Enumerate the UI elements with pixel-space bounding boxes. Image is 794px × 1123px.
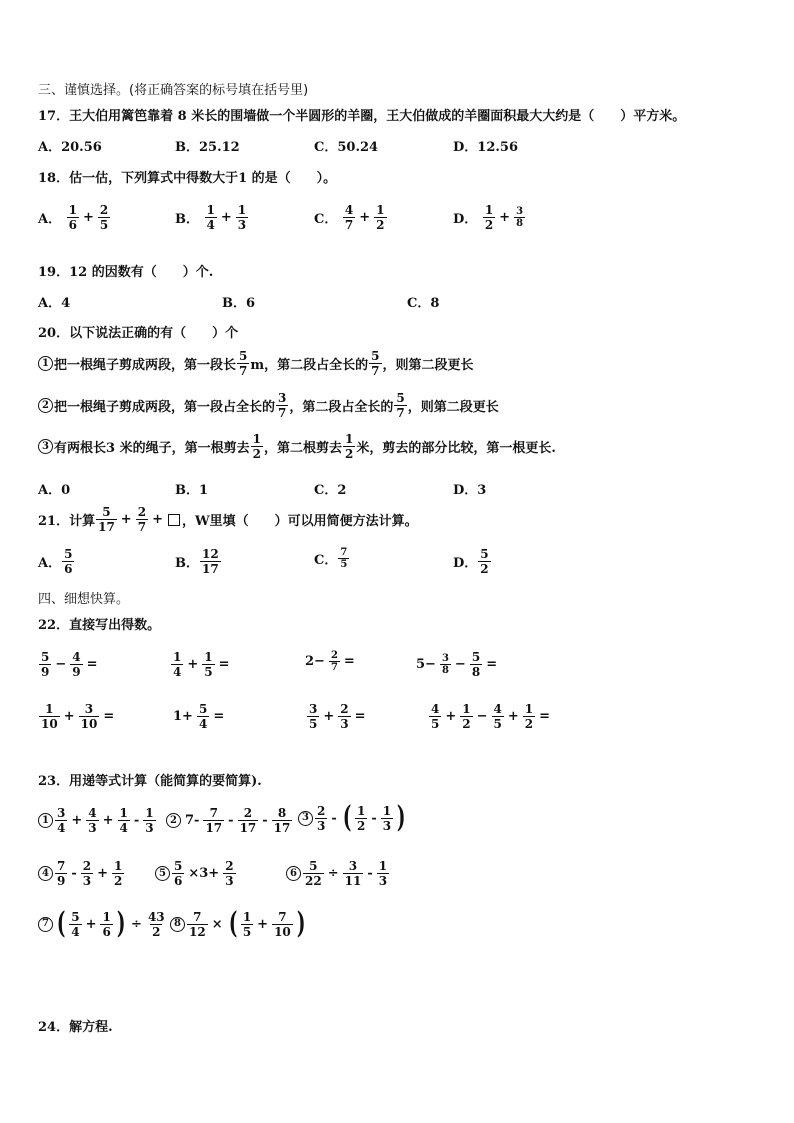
q20-statement-2: 2 把一根绳子剪成两段，第一段占全长的 $\frac{3}{7}$ ，第二段占全长的 $\frac{5}{7}$ ，则第二段更长 xyxy=(38,391,499,420)
q22-item-3: 2− $\frac{2}{7}$ = xyxy=(305,650,355,673)
q20-option-b: B．1 xyxy=(175,483,209,498)
section-4-title: 四、细想快算。 xyxy=(38,592,130,607)
q20-option-d: D．3 xyxy=(453,483,487,498)
q17-option-a: A．20.56 xyxy=(38,140,102,155)
q17-stem: 17．王大伯用篱笆靠着 8 米长的围墙做一个半圆形的羊圈，王大伯做成的羊圈面积最大大约是（ ）平方米。 xyxy=(38,109,686,124)
q23-item-5: 5 $\frac{5}{6}$ ×3+ $\frac{2}{3}$ xyxy=(155,859,237,888)
q21-stem: 21．计算 $\frac{5}{17}$ + $\frac{2}{7}$ + ，W里填（ ）可以用简便方法计算。 xyxy=(38,505,418,534)
q20-option-a: A．0 xyxy=(38,483,71,498)
circled-number-2: 2 xyxy=(38,398,53,413)
q21-option-d: D． $\frac{5}{2}$ xyxy=(453,547,489,576)
q17-option-c: C．50.24 xyxy=(314,140,379,155)
q22-item-1: $\frac{5}{9}$ − $\frac{4}{9}$ = xyxy=(41,650,98,679)
q23-item-7: 7 ( $\frac{5}{4}$ + $\frac{1}{6}$ ) ÷ $\frac{43}{2}$ xyxy=(38,909,168,939)
q23-item-1: 1 $\frac{3}{4}$ + $\frac{4}{3}$ + $\frac{1}{4}$ - $\frac{1}{3}$ xyxy=(38,806,157,835)
q18-option-c: C． $\frac{4}{7}$ + $\frac{1}{2}$ xyxy=(314,203,385,232)
q21-option-c: C． $\frac{7}{5}$ xyxy=(314,547,348,570)
q19-option-a: A．4 xyxy=(38,296,71,311)
q18-option-b: B． $\frac{1}{4}$ + $\frac{1}{3}$ xyxy=(175,203,247,232)
q22-item-6: 1+ $\frac{5}{4}$ = xyxy=(173,702,225,731)
q19-stem: 19．12 的因数有（ ）个. xyxy=(38,265,214,280)
blank-box xyxy=(168,514,180,526)
q17-option-b: B．25.12 xyxy=(175,140,240,155)
q22-item-4: 5− $\frac{3}{8}$ − $\frac{5}{8}$ = xyxy=(416,650,498,679)
q19-option-c: C．8 xyxy=(407,296,440,311)
q20-stem: 20．以下说法正确的有（ ）个 xyxy=(38,326,239,341)
q23-stem: 23．用递等式计算（能简算的要简算). xyxy=(38,774,262,789)
circled-number-1: 1 xyxy=(38,356,53,371)
section-3-title: 三、谨慎选择。(将正确答案的标号填在括号里) xyxy=(38,83,309,98)
q22-item-2: $\frac{1}{4}$ + $\frac{1}{5}$ = xyxy=(173,650,230,679)
q23-item-2: 2 7- $\frac{7}{17}$ - $\frac{2}{17}$ - $\frac{8}{17}$ xyxy=(166,806,293,835)
q17-option-d: D．12.56 xyxy=(453,140,518,155)
q18-stem: 18．估一估，下列算式中得数大于1 的是（ ）。 xyxy=(38,171,337,186)
q18-option-a: A． $\frac{1}{6}$ + $\frac{2}{5}$ xyxy=(38,203,109,232)
q24-stem: 24．解方程. xyxy=(38,1020,113,1035)
q21-option-a: A． $\frac{5}{6}$ xyxy=(38,547,73,576)
q20-statement-1: 1 把一根绳子剪成两段，第一段长 $\frac{5}{7}$ m，第二段占全长的 $\frac{5}{7}$ ，则第二段更长 xyxy=(38,349,474,378)
q20-statement-3: 3 有两根长3 米的绳子，第一根剪去 $\frac{1}{2}$ ，第二根剪去 $\frac{1}{2}$ 米，剪去的部分比较，第一根更长. xyxy=(38,432,556,461)
circled-number-3: 3 xyxy=(38,439,53,454)
q20-option-c: C．2 xyxy=(314,483,347,498)
q22-item-8: $\frac{4}{5}$ + $\frac{1}{2}$ − $\frac{4}{5}$ + $\frac{1}{2}$ = xyxy=(431,702,551,731)
q23-item-4: 4 $\frac{7}{9}$ - $\frac{2}{3}$ + $\frac{1}{2}$ xyxy=(38,859,125,888)
q22-item-5: $\frac{1}{10}$ + $\frac{3}{10}$ = xyxy=(41,702,115,731)
q23-item-8: 8 $\frac{7}{12}$ × ( $\frac{1}{5}$ + $\frac{7}{10}$ ) xyxy=(170,909,308,939)
q22-item-7: $\frac{3}{5}$ + $\frac{2}{3}$ = xyxy=(309,702,366,731)
q22-stem: 22．直接写出得数。 xyxy=(38,618,161,633)
q23-item-3: 3 $\frac{2}{3}$ - ( $\frac{1}{2}$ - $\frac{1}{3}$ ) xyxy=(298,803,408,833)
q18-option-d: D． $\frac{1}{2}$ + $\frac{3}{8}$ xyxy=(453,203,524,232)
q19-option-b: B．6 xyxy=(222,296,256,311)
q21-option-b: B． $\frac{12}{17}$ xyxy=(175,547,219,576)
q23-item-6: 6 $\frac{5}{22}$ ÷ $\frac{3}{11}$ - $\frac{1}{3}$ xyxy=(286,859,390,888)
